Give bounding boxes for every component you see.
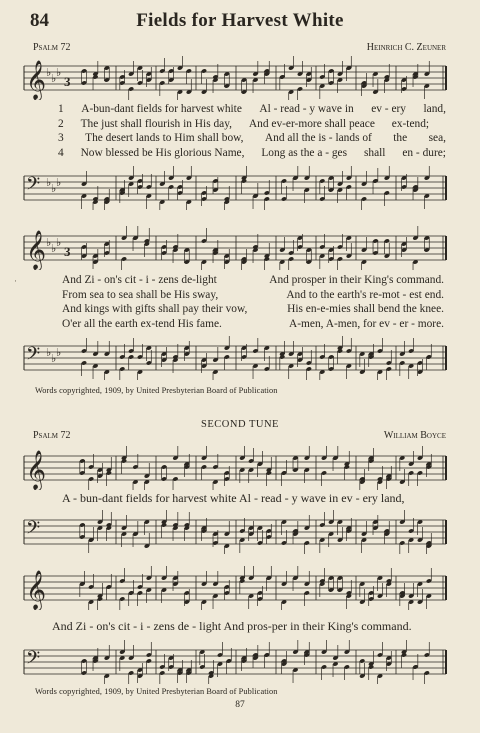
bass-clef-icon: 𝄢	[26, 518, 41, 543]
bass-staff-system-3	[0, 510, 480, 554]
lyrics-block-1	[58, 102, 446, 160]
composer-name: Heinrich C. Zeuner	[366, 42, 446, 53]
second-tune-heading: SECOND TUNE	[201, 419, 279, 430]
lyrics-block-2	[62, 273, 444, 331]
treble-staff-system-3	[0, 446, 480, 490]
flat-icon: ♭	[56, 176, 62, 189]
bass-staff-system-2	[0, 336, 480, 380]
flat-icon: ♭	[51, 182, 57, 195]
bass-staff-system-4	[0, 640, 480, 684]
treble-clef-icon: 𝄞	[26, 570, 47, 610]
flat-icon: ♭	[51, 352, 57, 365]
second-tune-lyrics-2: And Zi - on's cit - i - zens de - light And pros-per in their King's command.	[52, 619, 412, 633]
treble-clef-icon: 𝄞	[26, 230, 47, 270]
psalm-reference-second: Psalm 72	[33, 430, 71, 441]
flat-icon: ♭	[56, 236, 62, 249]
second-tune-lyrics-1: A - bun-dant fields for harvest white Al - read - y wave in ev - ery land,	[62, 491, 405, 505]
bass-clef-icon: 𝄢	[26, 174, 41, 199]
hymn-title: Fields for Harvest White	[136, 10, 344, 31]
time-signature: 3	[64, 244, 71, 259]
bass-clef-icon: 𝄢	[26, 648, 41, 673]
flat-icon: ♭	[51, 242, 57, 255]
verse-line: And Zi - on's cit - i - zens de-light And prosper in their King's command.	[62, 274, 444, 286]
verse-line: 3 The desert lands to Him shall bow, And all the is - lands of the sea,	[58, 132, 446, 144]
copyright-notice-1: Words copyrighted, 1909, by United Presbyterian Board of Publication	[35, 386, 278, 395]
time-signature: 3	[64, 74, 71, 89]
flat-icon: ♭	[56, 66, 62, 79]
verse-line: 2 The just shall flourish in His day, And ev-er-more shall peace ex-tend;	[58, 117, 430, 130]
flat-icon: ♭	[56, 346, 62, 359]
verse-line: From sea to sea shall be His sway, And to the earth's re-mot - est end.	[62, 288, 444, 301]
flat-icon: ♭	[46, 236, 52, 249]
margin-mark: ·	[14, 276, 17, 286]
flat-icon: ♭	[46, 176, 52, 189]
flat-icon: ♭	[46, 66, 52, 79]
psalm-reference: Psalm 72	[33, 42, 71, 53]
treble-clef-icon: 𝄞	[26, 450, 47, 490]
flat-icon: ♭	[46, 346, 52, 359]
copyright-notice-2: Words copyrighted, 1909, by United Presbyterian Board of Publication	[35, 687, 278, 696]
verse-line: 4 Now blessed be His glorious Name, Long as the a - ges shall en - dure;	[58, 146, 446, 159]
verse-line: O'er all the earth ex-tend His fame. A-men, A-men, for ev - er - more.	[62, 317, 444, 330]
flat-icon: ♭	[51, 72, 57, 85]
bass-staff-system-1	[0, 166, 480, 210]
treble-clef-icon: 𝄞	[26, 60, 47, 100]
treble-staff-system-1	[0, 56, 480, 100]
page-number: 87	[235, 700, 245, 710]
composer-name-second: William Boyce	[383, 430, 446, 441]
verse-line: And kings with gifts shall pay their vow, His en-e-mies shall bend the knee.	[62, 303, 444, 315]
treble-staff-system-4	[0, 566, 480, 610]
hymn-number: 84	[30, 10, 49, 31]
bass-clef-icon: 𝄢	[26, 344, 41, 369]
verse-line: 1 A-bun-dant fields for harvest white Al - read - y wave in ev - ery land,	[58, 103, 446, 115]
treble-staff-system-2	[0, 226, 480, 270]
